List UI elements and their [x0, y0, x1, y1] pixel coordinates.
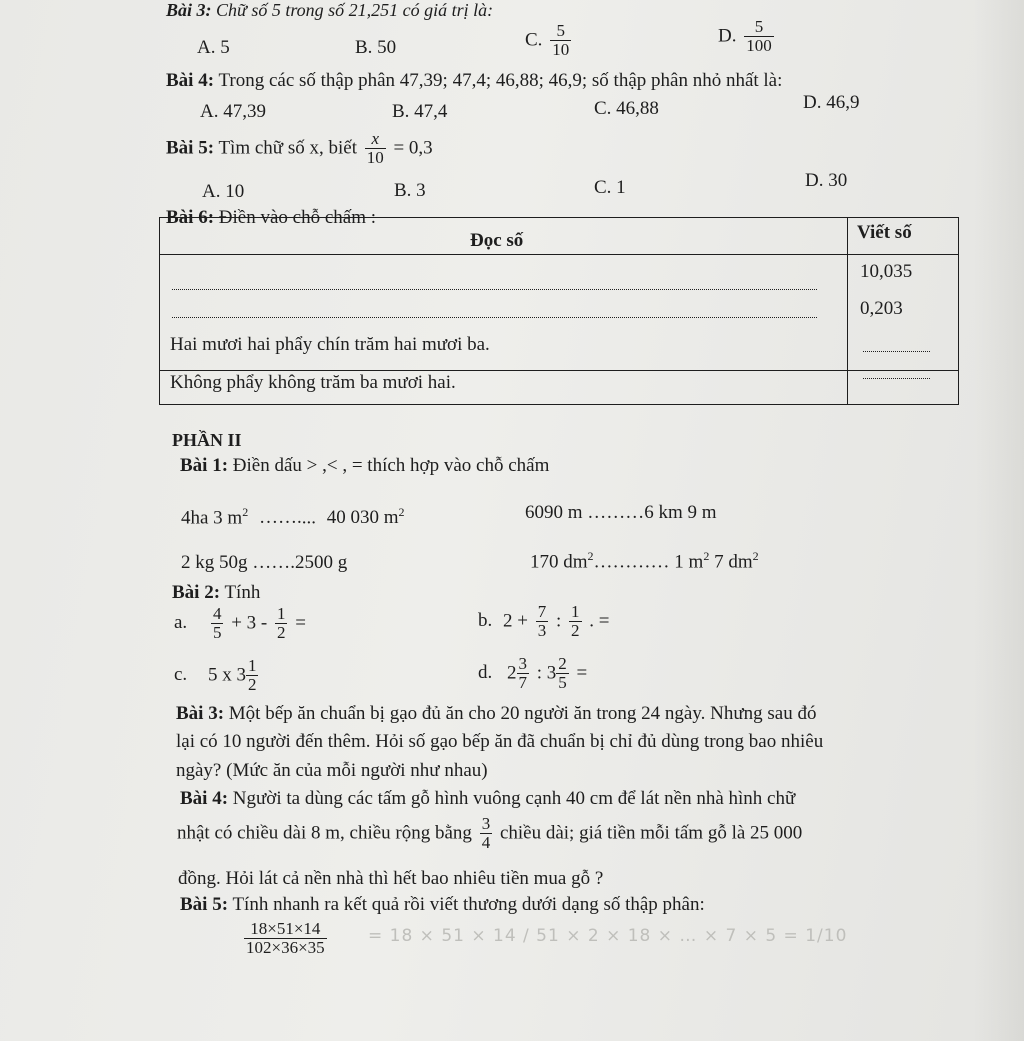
blank-dots	[863, 351, 930, 352]
q4-option-b: B. 47,4	[392, 101, 448, 122]
cell-read: Hai mươi hai phẩy chín trăm hai mươi ba.	[170, 334, 490, 355]
fraction: $\frac{5}{100}$	[746, 17, 772, 55]
b5-prompt: Bài 5: Tính nhanh ra kết quả rồi viết thương dưới dạng số thập phân:	[180, 894, 705, 915]
b5-expression: $\frac{18\times 51\times 14}{102\times 36\times 35}$	[246, 919, 325, 957]
q4-option-c: C. 46,88	[594, 98, 659, 119]
b1-row2-right: 170 $dm^2\dots\dots\dots\dots$ 1 $m^2$ 7 $dm^2$	[530, 549, 759, 573]
b3-line3: ngày? (Mức ăn của mỗi người như nhau)	[176, 760, 488, 781]
b4-line1: Bài 4: Người ta dùng các tấm gỗ hình vuông cạnh 40 cm để lát nền nhà hình chữ	[180, 788, 796, 809]
blank-dots	[172, 317, 817, 318]
b4-line3: đồng. Hỏi lát cả nền nhà thì hết bao nhiêu tiền mua gỗ ?	[178, 868, 604, 889]
b2-item-d: d. 2 $\frac{3}{7}$ : 3 $\frac{2}{5}$ =	[478, 654, 588, 692]
q5-option-c: C. 1	[594, 177, 626, 198]
b3-line2: lại có 10 người đến thêm. Hỏi số gạo bếp ăn đã chuẩn bị chỉ đủ dùng trong bao nhiêu	[176, 731, 824, 752]
q5-option-a: A. 10	[202, 181, 245, 202]
handwritten-note: = 18 × 51 × 14 / 51 × 2 × 18 × … × 7 × 5 = 1/10	[368, 926, 848, 946]
section-heading: PHẦN II	[172, 430, 242, 450]
q5-option-b: B. 3	[394, 180, 426, 201]
fraction: $\frac{5}{10}$	[552, 21, 570, 59]
fraction: $\frac{x}{10}$	[366, 129, 384, 167]
col-header-read: Đọc số	[470, 230, 524, 251]
column-divider	[847, 218, 848, 404]
q3-prompt: Bài 3: Chữ số 5 trong số 21,251 có giá trị là:	[166, 0, 494, 20]
cell-write: 0,203	[860, 298, 903, 319]
q4-option-a: A. 47,39	[200, 101, 266, 122]
b1-row2-left: 2 kg 50g …….2500 g	[181, 552, 348, 573]
col-header-write: Viết số	[857, 222, 912, 243]
blank-dots	[172, 289, 817, 290]
number-table	[159, 217, 959, 405]
b1-row1-right: 6090 m ………6 km 9 m	[525, 502, 717, 523]
b2-item-c: c. 5 x 3 $\frac{1}{2}$	[174, 656, 257, 694]
b4-line2: nhật có chiều dài 8 m, chiều rộng bằng $\frac{3}{4}$ chiều dài; giá tiền mỗi tấm gỗ là 25 000	[177, 814, 803, 852]
q3-option-d: D. $\frac{5}{100}$	[718, 17, 772, 55]
b2-item-a: a. $\frac{4}{5}$ + 3 - $\frac{1}{2}$ =	[174, 604, 306, 642]
q3-option-c: C. $\frac{5}{10}$	[525, 21, 570, 59]
q5-option-d: D. 30	[805, 170, 848, 191]
q6-prompt: Bài 6: Điền vào chỗ chấm :	[166, 207, 377, 228]
q4-option-d: D. 46,9	[803, 92, 860, 113]
q3-option-a: A. 5	[197, 37, 230, 58]
page-shadow	[974, 0, 1024, 1041]
cell-write: 10,035	[860, 261, 913, 282]
b1-prompt: Bài 1: Điền dấu > ,< , = thích hợp vào chỗ chấm	[180, 455, 550, 476]
b2-item-b: b. 2 + $\frac{7}{3}$ : $\frac{1}{2}$ . =	[478, 602, 610, 640]
b2-prompt: Bài 2: Tính	[172, 582, 261, 603]
q4-prompt: Bài 4: Trong các số thập phân 47,39; 47,4; 46,88; 46,9; số thập phân nhỏ nhất là:	[166, 70, 783, 91]
b3-line1: Bài 3: Một bếp ăn chuẩn bị gạo đủ ăn cho 20 người ăn trong 24 ngày. Nhưng sau đó	[176, 703, 817, 724]
blank-dots	[863, 378, 930, 379]
cell-read: Không phẩy không trăm ba mươi hai.	[170, 372, 456, 393]
b1-row1-left: 4ha 3 $m^2$ …….... 40 030 $m^2$	[181, 505, 405, 529]
q3-option-b: B. 50	[355, 37, 397, 58]
q5-prompt: Bài 5: Tìm chữ số x, biết $\frac{x}{10}$ = 0,3	[166, 129, 433, 167]
row-divider	[160, 254, 958, 255]
